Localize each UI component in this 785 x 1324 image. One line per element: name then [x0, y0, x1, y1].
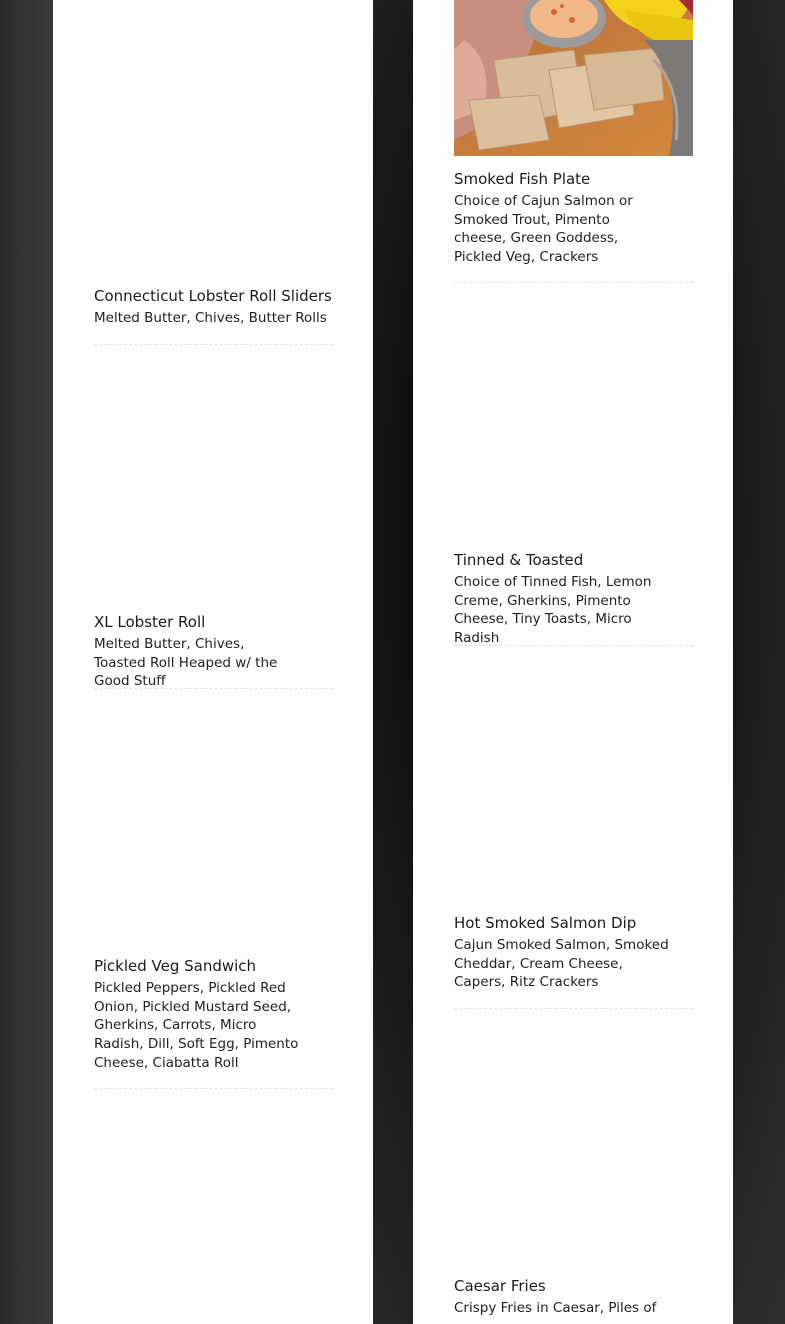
menu-item-pickled-veg-sandwich[interactable] — [94, 956, 333, 1073]
item-divider — [454, 282, 693, 283]
item-divider — [454, 1008, 693, 1009]
menu-item-smoked-fish-plate[interactable] — [454, 169, 693, 267]
smoked-fish-plate-photo — [454, 0, 693, 156]
menu-item-description: Crispy Fries in Caesar, Piles of — [454, 1300, 657, 1316]
menu-item-xl-lobster-roll[interactable] — [94, 612, 333, 691]
item-divider — [94, 1088, 333, 1089]
item-divider — [94, 688, 333, 689]
menu-column-right — [413, 0, 733, 1324]
menu-item-caesar-fries[interactable] — [454, 1276, 693, 1318]
menu-item-title: Smoked Fish Plate — [454, 170, 591, 188]
menu-column-left — [53, 0, 373, 1324]
menu-item-description: Choice of Cajun Salmon or Smoked Trout, Pimento cheese, Green Goddess, Pickled Veg, Crackers — [454, 193, 633, 266]
menu-item-lobster-sliders[interactable] — [94, 286, 333, 328]
menu-item-title: Pickled Veg Sandwich — [94, 957, 257, 975]
menu-item-description: Melted Butter, Chives, Butter Rolls — [94, 310, 327, 326]
menu-item-description: Melted Butter, Chives, Toasted Roll Heaped w/ the Good Stuff — [94, 636, 278, 690]
menu-item-title: Caesar Fries — [454, 1277, 546, 1295]
menu-item-title: Hot Smoked Salmon Dip — [454, 914, 637, 932]
menu-item-description: Cajun Smoked Salmon, Smoked Cheddar, Cream Cheese, Capers, Ritz Crackers — [454, 937, 669, 991]
menu-item-tinned-toasted[interactable] — [454, 550, 693, 648]
menu-item-title: Connecticut Lobster Roll Sliders — [94, 287, 332, 305]
menu-item-description: Choice of Tinned Fish, Lemon Creme, Gherkins, Pimento Cheese, Tiny Toasts, Micro Radish — [454, 574, 652, 647]
item-divider — [94, 344, 333, 345]
menu-item-title: XL Lobster Roll — [94, 613, 206, 631]
menu-item-title: Tinned & Toasted — [454, 551, 584, 569]
menu-item-hot-smoked-salmon-dip[interactable] — [454, 913, 693, 992]
menu-item-description: Pickled Peppers, Pickled Red Onion, Pickled Mustard Seed, Gherkins, Carrots, Micro Radish, Dill, Soft Egg, Pimento Cheese, Ciabatta Roll — [94, 980, 299, 1071]
item-divider — [454, 645, 693, 646]
